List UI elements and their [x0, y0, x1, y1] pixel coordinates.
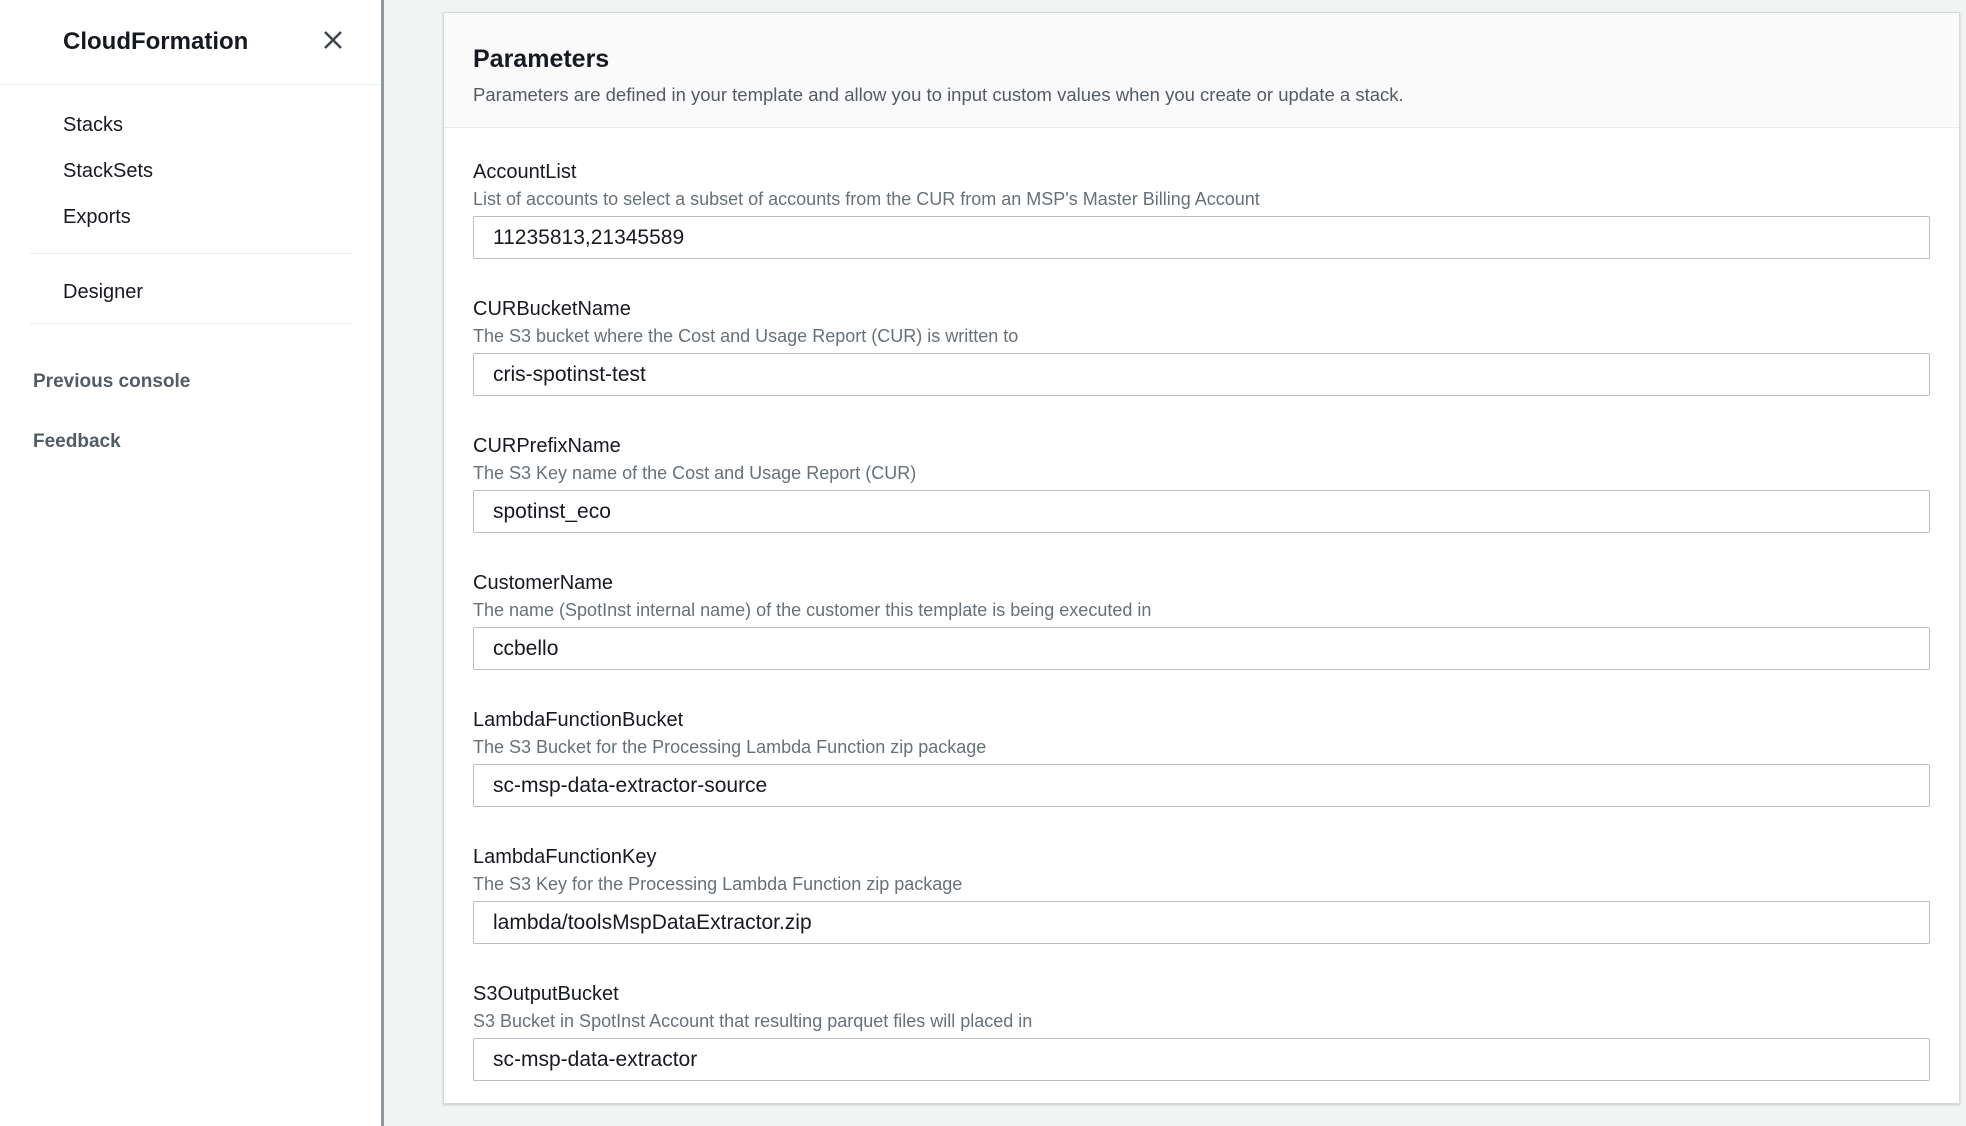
parameter-description: List of accounts to select a subset of accounts from the CUR from an MSP's Master Billing Account: [473, 189, 1260, 209]
parameter-input[interactable]: [473, 216, 1930, 259]
parameter-description: The S3 bucket where the Cost and Usage Report (CUR) is written to: [473, 326, 1019, 346]
parameters-panel-header: [444, 13, 1959, 128]
parameter-input[interactable]: [473, 901, 1930, 944]
sidebar-divider: [30, 323, 353, 324]
main-content: [387, 0, 1966, 1126]
parameter-label: CustomerName: [473, 572, 614, 594]
parameter-input[interactable]: [473, 490, 1930, 533]
parameter-field: [473, 571, 1930, 670]
sidebar: [0, 0, 384, 1126]
parameter-label: CURBucketName: [473, 298, 631, 320]
close-icon-glyph: [321, 28, 345, 52]
sidebar-title: CloudFormation: [63, 28, 249, 55]
parameter-description: S3 Bucket in SpotInst Account that resulting parquet files will placed in: [473, 1011, 1033, 1031]
parameters-form: [444, 128, 1959, 1103]
sidebar-footer-links: [0, 359, 381, 465]
parameter-label: S3OutputBucket: [473, 983, 619, 1005]
parameter-field: [473, 982, 1930, 1081]
parameter-label: AccountList: [473, 161, 577, 183]
parameter-input[interactable]: [473, 764, 1930, 807]
sidebar-item-designer[interactable]: Designer: [63, 281, 144, 303]
parameter-field: [473, 845, 1930, 944]
parameter-field: [473, 434, 1930, 533]
parameter-input[interactable]: [473, 353, 1930, 396]
parameter-label: LambdaFunctionKey: [473, 846, 657, 868]
parameter-field: [473, 160, 1930, 259]
parameter-label: LambdaFunctionBucket: [473, 709, 684, 731]
sidebar-item-feedback[interactable]: Feedback: [33, 431, 121, 452]
close-icon[interactable]: [315, 22, 351, 58]
sidebar-nav-list: [0, 102, 381, 240]
sidebar-header: [0, 0, 381, 85]
sidebar-nav: [0, 102, 381, 465]
parameter-label: CURPrefixName: [473, 435, 621, 457]
parameter-field: [473, 708, 1930, 807]
panel-title: Parameters: [473, 45, 610, 73]
parameters-panel: [443, 12, 1960, 1104]
sidebar-item-previous-console[interactable]: Previous console: [33, 371, 191, 392]
parameter-input[interactable]: [473, 627, 1930, 670]
parameter-description: The S3 Key for the Processing Lambda Function zip package: [473, 874, 963, 894]
parameter-description: The S3 Key name of the Cost and Usage Report (CUR): [473, 463, 917, 483]
panel-description: Parameters are defined in your template and allow you to input custom values when you create or update a stack.: [473, 84, 1404, 105]
sidebar-item-stacksets[interactable]: StackSets: [63, 160, 154, 182]
parameter-description: The S3 Bucket for the Processing Lambda Function zip package: [473, 737, 987, 757]
parameter-input[interactable]: [473, 1038, 1930, 1081]
parameter-field: [473, 297, 1930, 396]
sidebar-item-stacks[interactable]: Stacks: [63, 114, 124, 136]
sidebar-nav-list-tools: [0, 269, 381, 315]
sidebar-item-exports[interactable]: Exports: [63, 206, 131, 228]
parameter-description: The name (SpotInst internal name) of the customer this template is being executed in: [473, 600, 1152, 620]
sidebar-divider: [30, 253, 353, 254]
